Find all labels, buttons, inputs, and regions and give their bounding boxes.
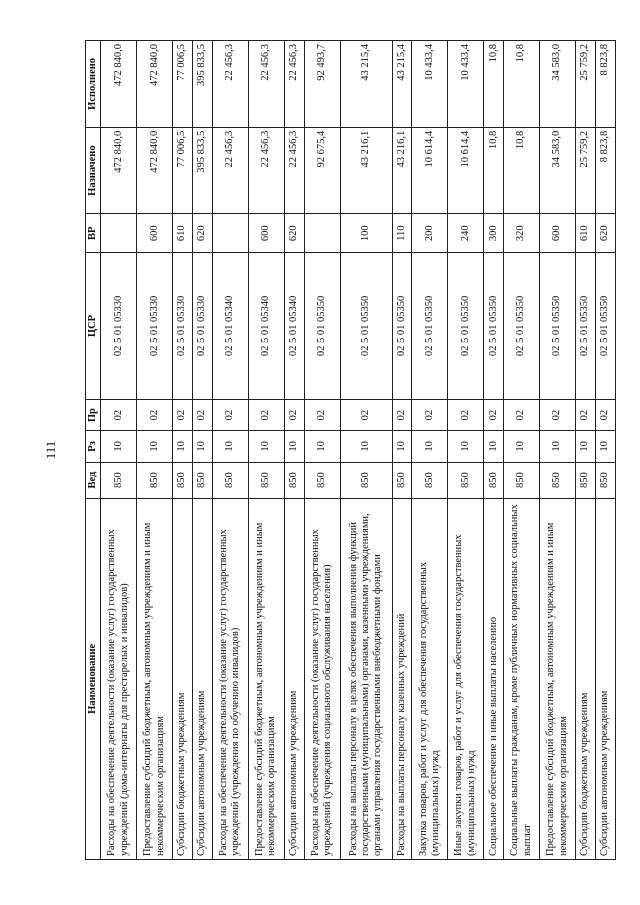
table-row: [101, 41, 137, 860]
csr-cell: 02 5 01 05350: [304, 253, 340, 400]
csr-cell: 02 5 01 05330: [137, 253, 173, 400]
pr-cell: 02: [340, 399, 392, 430]
executed-cell: 10 433,4: [448, 41, 484, 128]
rz-cell: 10: [340, 431, 392, 462]
table-row: [504, 41, 540, 860]
rz-cell: 10: [595, 431, 615, 462]
vr-cell: 620: [193, 214, 213, 253]
ved-cell: 850: [101, 462, 137, 498]
rz-cell: 10: [484, 431, 504, 462]
pr-cell: 02: [412, 399, 448, 430]
ved-cell: 850: [248, 462, 284, 498]
ved-cell: 850: [595, 462, 615, 498]
pr-cell: 02: [484, 399, 504, 430]
table-row: [248, 41, 284, 860]
executed-cell: 43 215,4: [340, 41, 392, 128]
header-csr: ЦСР: [86, 253, 101, 400]
pr-cell: 02: [213, 399, 249, 430]
csr-cell: 02 5 01 05330: [173, 253, 193, 400]
table-row: [392, 41, 412, 860]
pr-cell: 02: [504, 399, 540, 430]
csr-cell: 02 5 01 05340: [213, 253, 249, 400]
row-name-cell: Социальные выплаты гражданам, кроме публичных нормативных социальных выплат: [504, 498, 540, 859]
rz-cell: 10: [173, 431, 193, 462]
row-name-cell: Расходы на выплаты персоналу казенных учреждений: [392, 498, 412, 859]
executed-cell: 34 583,0: [540, 41, 576, 128]
pr-cell: 02: [101, 399, 137, 430]
table-header-row: [86, 41, 101, 860]
rz-cell: 10: [101, 431, 137, 462]
ved-cell: 850: [304, 462, 340, 498]
vr-cell: [213, 214, 249, 253]
executed-cell: 10,8: [484, 41, 504, 128]
rz-cell: 10: [540, 431, 576, 462]
executed-cell: 8 823,8: [595, 41, 615, 128]
csr-cell: 02 5 01 05350: [340, 253, 392, 400]
vr-cell: 300: [484, 214, 504, 253]
page-number: 111: [43, 440, 58, 460]
header-name: Наименование: [86, 498, 101, 859]
vr-cell: 620: [595, 214, 615, 253]
vr-cell: 610: [576, 214, 596, 253]
row-name-cell: Субсидии бюджетным учреждениям: [173, 498, 193, 859]
ved-cell: 850: [193, 462, 213, 498]
table-row: [284, 41, 304, 860]
csr-cell: 02 5 01 05330: [193, 253, 213, 400]
vr-cell: 600: [137, 214, 173, 253]
ved-cell: 850: [412, 462, 448, 498]
rz-cell: 10: [213, 431, 249, 462]
pr-cell: 02: [576, 399, 596, 430]
ved-cell: 850: [137, 462, 173, 498]
executed-cell: 10,8: [504, 41, 540, 128]
row-name-cell: Субсидии автономным учреждениям: [595, 498, 615, 859]
row-name-cell: Предоставление субсидий бюджетным, автономным учреждениям и иным некоммерческим организациям: [540, 498, 576, 859]
table-body: [101, 41, 616, 860]
csr-cell: 02 5 01 05350: [576, 253, 596, 400]
row-name-cell: Социальное обеспечение и иные выплаты населению: [484, 498, 504, 859]
vr-cell: 610: [173, 214, 193, 253]
assigned-cell: 10,8: [484, 127, 504, 214]
ved-cell: 850: [448, 462, 484, 498]
vr-cell: 240: [448, 214, 484, 253]
assigned-cell: 92 675,4: [304, 127, 340, 214]
pr-cell: 02: [193, 399, 213, 430]
table-row: [304, 41, 340, 860]
assigned-cell: 10 614,4: [448, 127, 484, 214]
row-name-cell: Субсидии автономным учреждениям: [193, 498, 213, 859]
executed-cell: 92 493,7: [304, 41, 340, 128]
ved-cell: 850: [504, 462, 540, 498]
executed-cell: 77 006,5: [173, 41, 193, 128]
table-row: [484, 41, 504, 860]
assigned-cell: 395 833,5: [193, 127, 213, 214]
row-name-cell: Расходы на обеспечение деятельности (оказание услуг) государственных учреждений (учреждения по обучению инвалидов): [213, 498, 249, 859]
assigned-cell: 34 583,0: [540, 127, 576, 214]
table-row: [595, 41, 615, 860]
pr-cell: 02: [540, 399, 576, 430]
assigned-cell: 472 840,0: [137, 127, 173, 214]
executed-cell: 25 759,2: [576, 41, 596, 128]
pr-cell: 02: [173, 399, 193, 430]
executed-cell: 22 456,3: [284, 41, 304, 128]
ved-cell: 850: [340, 462, 392, 498]
csr-cell: 02 5 01 05350: [595, 253, 615, 400]
pr-cell: 02: [392, 399, 412, 430]
header-ved: Вед: [86, 462, 101, 498]
vr-cell: 100: [340, 214, 392, 253]
vr-cell: 320: [504, 214, 540, 253]
vr-cell: 110: [392, 214, 412, 253]
table-row: [193, 41, 213, 860]
row-name-cell: Предоставление субсидий бюджетным, автономным учреждениям и иным некоммерческим организациям: [248, 498, 284, 859]
row-name-cell: Субсидии автономным учреждениям: [284, 498, 304, 859]
executed-cell: 472 840,0: [137, 41, 173, 128]
rz-cell: 10: [504, 431, 540, 462]
pr-cell: 02: [248, 399, 284, 430]
row-name-cell: Расходы на обеспечение деятельности (оказание услуг) государственных учреждений (дома-интернаты для престарелых и инвалидов): [101, 498, 137, 859]
rz-cell: 10: [284, 431, 304, 462]
table-row: [448, 41, 484, 860]
row-name-cell: Закупка товаров, работ и услуг для обеспечения государственных (муниципальных) нужд: [412, 498, 448, 859]
table-row: [137, 41, 173, 860]
executed-cell: 43 215,4: [392, 41, 412, 128]
header-pr: Пр: [86, 399, 101, 430]
ved-cell: 850: [576, 462, 596, 498]
vr-cell: 620: [284, 214, 304, 253]
pr-cell: 02: [595, 399, 615, 430]
vr-cell: 600: [248, 214, 284, 253]
rz-cell: 10: [248, 431, 284, 462]
pr-cell: 02: [284, 399, 304, 430]
assigned-cell: 25 759,2: [576, 127, 596, 214]
vr-cell: 600: [540, 214, 576, 253]
vr-cell: 200: [412, 214, 448, 253]
header-vr: ВР: [86, 214, 101, 253]
executed-cell: 10 433,4: [412, 41, 448, 128]
vr-cell: [101, 214, 137, 253]
ved-cell: 850: [284, 462, 304, 498]
table-row: [540, 41, 576, 860]
header-executed: Исполнено: [86, 41, 101, 128]
row-name-cell: Субсидии бюджетным учреждениям: [576, 498, 596, 859]
rz-cell: 10: [304, 431, 340, 462]
rz-cell: 10: [193, 431, 213, 462]
pr-cell: 02: [304, 399, 340, 430]
ved-cell: 850: [540, 462, 576, 498]
rz-cell: 10: [412, 431, 448, 462]
rz-cell: 10: [448, 431, 484, 462]
csr-cell: 02 5 01 05350: [392, 253, 412, 400]
executed-cell: 22 456,3: [248, 41, 284, 128]
rz-cell: 10: [576, 431, 596, 462]
assigned-cell: 22 456,3: [213, 127, 249, 214]
ved-cell: 850: [173, 462, 193, 498]
assigned-cell: 43 216,1: [392, 127, 412, 214]
csr-cell: 02 5 01 05340: [284, 253, 304, 400]
budget-table: [85, 40, 616, 860]
table-row: [412, 41, 448, 860]
row-name-cell: Расходы на обеспечение деятельности (оказание услуг) государственных учреждений (учреждения социального обслуживания населения): [304, 498, 340, 859]
assigned-cell: 77 006,5: [173, 127, 193, 214]
header-rz: Рз: [86, 431, 101, 462]
executed-cell: 472 840,0: [101, 41, 137, 128]
pr-cell: 02: [137, 399, 173, 430]
assigned-cell: 472 840,0: [101, 127, 137, 214]
pr-cell: 02: [448, 399, 484, 430]
csr-cell: 02 5 01 05350: [540, 253, 576, 400]
assigned-cell: 22 456,3: [248, 127, 284, 214]
table-row: [340, 41, 392, 860]
csr-cell: 02 5 01 05350: [412, 253, 448, 400]
rotated-page-content: [85, 40, 616, 860]
ved-cell: 850: [392, 462, 412, 498]
assigned-cell: 10,8: [504, 127, 540, 214]
rz-cell: 10: [137, 431, 173, 462]
header-assigned: Назначено: [86, 127, 101, 214]
row-name-cell: Расходы на выплаты персоналу в целях обеспечения выполнения функций государственными (муниципальными) органами, казенными учреждениями, органами управления государственными внебюджетными фондами: [340, 498, 392, 859]
table-row: [576, 41, 596, 860]
assigned-cell: 10 614,4: [412, 127, 448, 214]
ved-cell: 850: [484, 462, 504, 498]
csr-cell: 02 5 01 05350: [448, 253, 484, 400]
table-row: [173, 41, 193, 860]
csr-cell: 02 5 01 05340: [248, 253, 284, 400]
csr-cell: 02 5 01 05350: [504, 253, 540, 400]
row-name-cell: Иные закупки товаров, работ и услуг для обеспечения государственных (муниципальных) нужд: [448, 498, 484, 859]
assigned-cell: 8 823,8: [595, 127, 615, 214]
vr-cell: [304, 214, 340, 253]
executed-cell: 395 833,5: [193, 41, 213, 128]
ved-cell: 850: [213, 462, 249, 498]
assigned-cell: 43 216,1: [340, 127, 392, 214]
csr-cell: 02 5 01 05350: [484, 253, 504, 400]
row-name-cell: Предоставление субсидий бюджетным, автономным учреждениям и иным некоммерческим организациям: [137, 498, 173, 859]
assigned-cell: 22 456,3: [284, 127, 304, 214]
rz-cell: 10: [392, 431, 412, 462]
csr-cell: 02 5 01 05330: [101, 253, 137, 400]
table-row: [213, 41, 249, 860]
executed-cell: 22 456,3: [213, 41, 249, 128]
